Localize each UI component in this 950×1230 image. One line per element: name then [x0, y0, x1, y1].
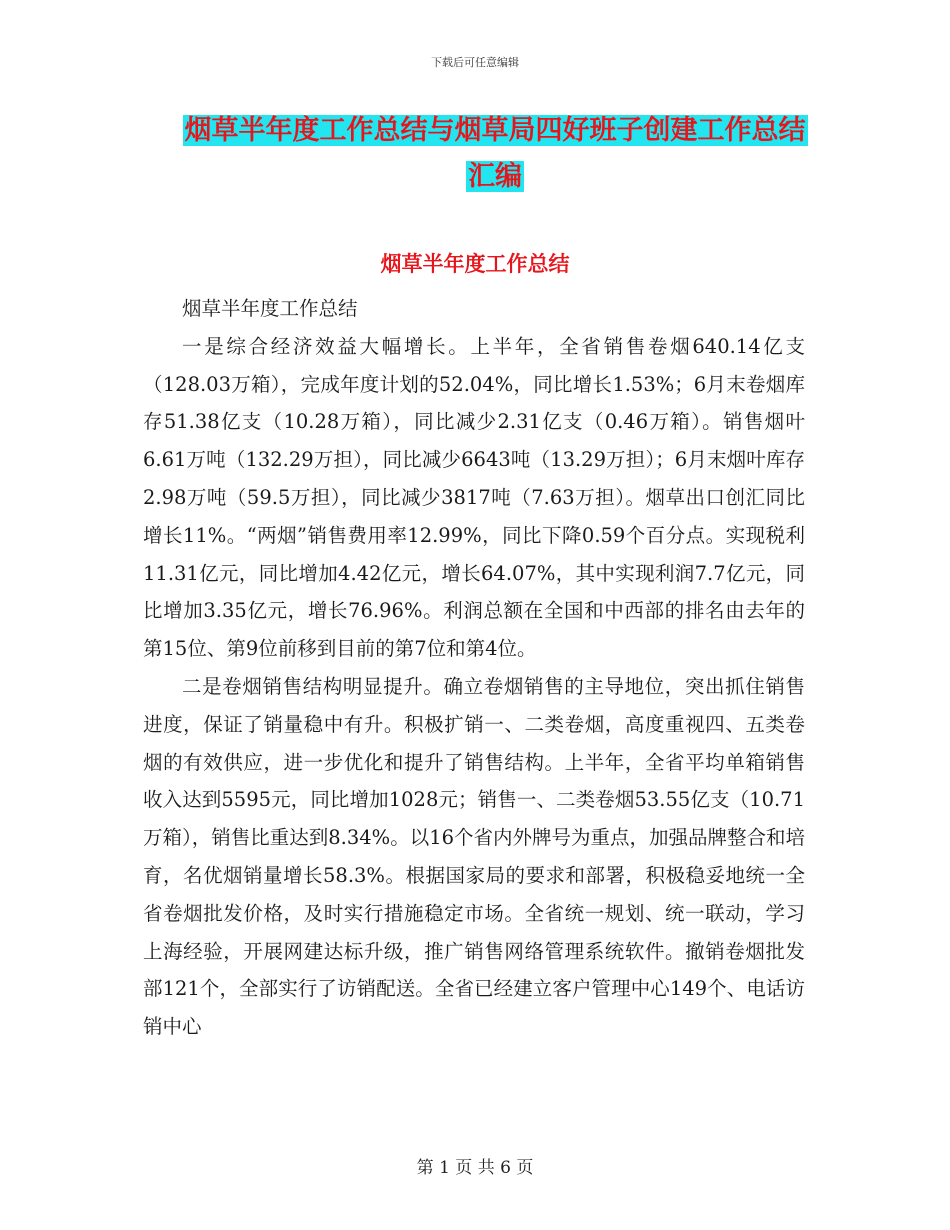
document-title-line2: 汇编 [468, 161, 522, 192]
page-header-note: 下载后可任意编辑 [431, 56, 519, 69]
body-paragraph: 烟草半年度工作总结 [182, 297, 358, 320]
document-title-line1: 烟草半年度工作总结与烟草局四好班子创建工作总结 [184, 115, 806, 146]
body-paragraph: 二是卷烟销售结构明显提升。确立卷烟销售的主导地位，突出抓住销售进度，保证了销量稳中有升。积极扩销一、二类卷烟，高度重视四、五类卷烟的有效供应，进一步优化和提升了销售结构。上半年，全省平均单箱销售收入达到5595元，同比增加1028元；销售一、二类卷烟53.55亿支（10.71万箱），销售比重达到8.34%。以16个省内外牌号为重点，加强品牌整合和培育，名优烟销量增长58.3%。根据国家局的要求和部署，积极稳妥地统一全省卷烟批发价格，及时实行措施稳定市场。全省统一规划、统一联动，学习上海经验，开展网建达标升级，推广销售网络管理系统软件。撤销卷烟批发部121个，全部实行了访销配送。全省已经建立客户管理中心149个、电话访销中心 [143, 674, 806, 1039]
section-heading: 烟草半年度工作总结 [380, 252, 570, 276]
body-paragraph: 一是综合经济效益大幅增长。上半年，全省销售卷烟640.14亿支（128.03万箱），完成年度计划的52.04%，同比增长1.53%；6月末卷烟库存51.38亿支（10.28万箱），同比减少2.31亿支（0.46万箱）。销售烟叶6.61万吨（132.29万担），同比减少6643吨（13.29万担）；6月末烟叶库存2.98万吨（59.5万担），同比减少3817吨（7.63万担）。烟草出口创汇同比增长11%。“两烟”销售费用率12.99%，同比下降0.59个百分点。实现税利11.31亿元，同比增加4.42亿元，增长64.07%，其中实现利润7.7亿元，同比增加3.35亿元，增长76.96%。利润总额在全国和中西部的排名由去年的第15位、第9位前移到目前的第7位和第4位。 [143, 334, 805, 661]
page-footer: 第 1 页 共 6 页 [416, 1158, 534, 1178]
body-text [143, 290, 805, 1046]
document-title [175, 108, 815, 200]
